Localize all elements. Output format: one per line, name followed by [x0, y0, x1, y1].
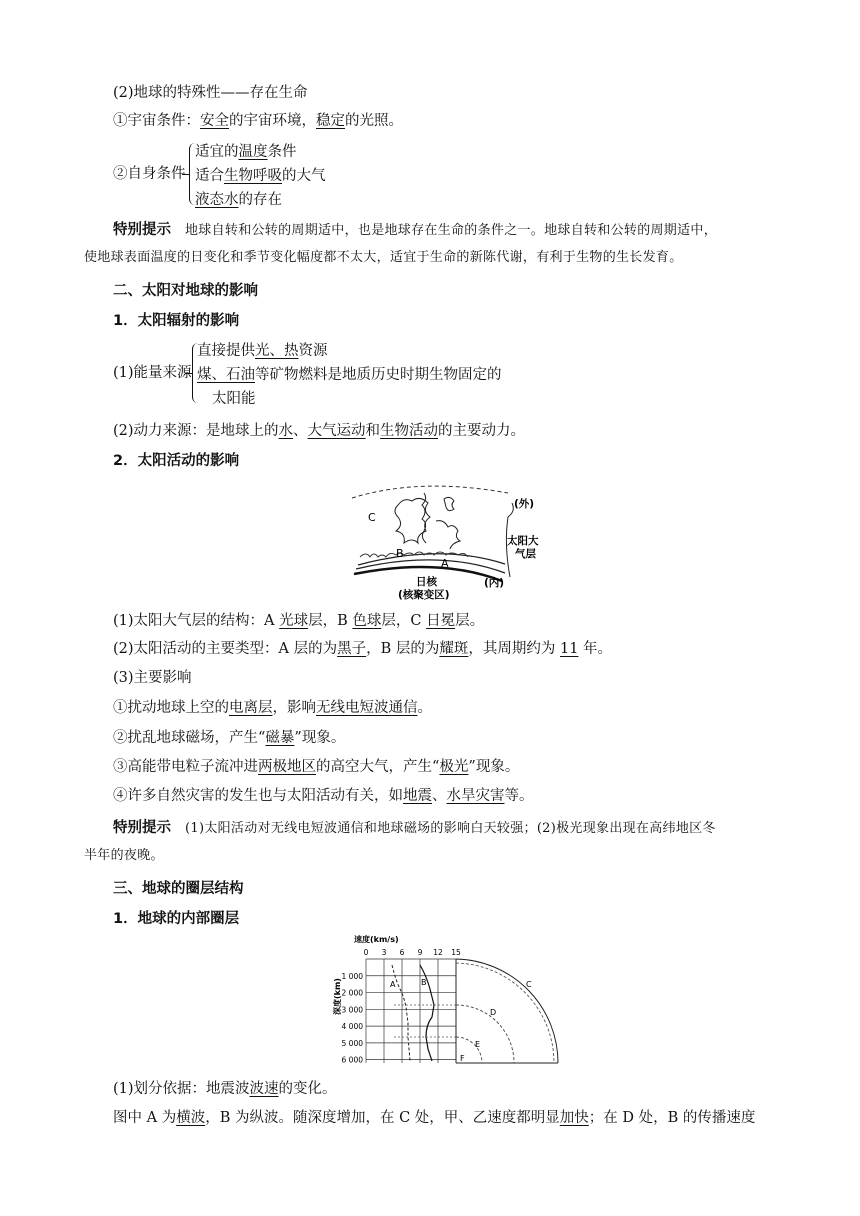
text: 年。 — [578, 641, 613, 657]
text: (2)动力来源：是地球上的 — [113, 423, 279, 439]
tip-text: (1)太阳活动对无线电短波通信和地球磁场的影响白天较强；(2)极光现象出现在高纬地区冬 — [185, 821, 716, 836]
answer: 横波 — [176, 1110, 206, 1126]
self-condition-label: ②自身条件 — [113, 166, 186, 182]
outer-boundary — [352, 486, 508, 498]
side-label-2: 气层 — [515, 548, 536, 560]
subsection-activity: 2．太阳活动的影响 — [113, 453, 240, 469]
text: 适宜的 — [195, 144, 239, 160]
text: 的存在 — [238, 192, 282, 208]
prominence — [436, 521, 460, 549]
speed-tick: 6 — [399, 948, 405, 957]
answer: 耀斑 — [439, 641, 469, 657]
depth-tick: 6 000 — [341, 1055, 363, 1065]
f-label: F — [460, 1054, 465, 1063]
energy-item-2 — [197, 365, 502, 385]
wave-b-label: B — [421, 978, 427, 987]
moho-boundary — [456, 963, 554, 1063]
text: ，B 层的为 — [366, 641, 440, 657]
tip-1-line-2: 使地球表面温度的日变化和季节变化幅度都不太大，适宜于生命的新陈代谢，有利于生物的生长发育。 — [84, 250, 683, 265]
answer: 色球 — [352, 613, 382, 629]
answer: 煤、石油 — [197, 367, 255, 383]
layer-b-label: B — [396, 547, 404, 560]
text: 的高空大气，产生“ — [316, 759, 440, 775]
depth-tick: 5 000 — [341, 1038, 363, 1048]
energy-item-1 — [197, 341, 328, 361]
text: 等。 — [504, 788, 534, 804]
outer-label: (外) — [514, 498, 535, 510]
speed-tick: 15 — [451, 948, 461, 957]
e-label: E — [475, 1040, 481, 1049]
depth-tick: 4 000 — [341, 1022, 363, 1032]
speed-axis-label: 速度(km/s) — [354, 935, 399, 944]
answer: 稳定 — [316, 113, 345, 129]
text: ①宇宙条件： — [113, 113, 200, 129]
text: ②扰乱地球磁场，产生“ — [113, 730, 266, 746]
text: 层。 — [455, 613, 485, 629]
self-condition-1 — [195, 142, 297, 162]
text: 、 — [432, 788, 447, 804]
core-label: 日核 — [416, 576, 437, 588]
answer: 安全 — [200, 113, 229, 129]
answer: 光球 — [279, 613, 309, 629]
text: ，其周期约为 — [468, 641, 560, 657]
answer: 磁暴 — [265, 730, 295, 746]
text: (1)划分依据：地震波 — [113, 1081, 250, 1097]
speed-tick: 0 — [363, 948, 369, 957]
text: 和 — [365, 423, 381, 439]
energy-item-3: 太阳能 — [212, 391, 256, 407]
text: 图中 A 为 — [113, 1110, 177, 1126]
activity-types — [113, 639, 612, 659]
text: 等矿物燃料是地质历史时期生物固定的 — [255, 367, 502, 383]
core-sublabel: (核聚变区) — [398, 589, 450, 601]
speed-tick: 9 — [417, 948, 423, 957]
text: 条件 — [267, 144, 297, 160]
answer: 液态水 — [195, 192, 239, 208]
prominence — [422, 493, 426, 543]
depth-tick: 1 000 — [341, 971, 363, 981]
text: 的光照。 — [345, 113, 403, 129]
text: 的变化。 — [278, 1081, 337, 1097]
wave-a-label: A — [390, 980, 396, 989]
depth-axis-label: 深度(km) — [333, 978, 342, 1015]
text: 直接提供 — [197, 343, 255, 359]
answer: 黑子 — [337, 641, 367, 657]
tip-label: 特别提示 — [113, 222, 171, 238]
c-label: C — [526, 980, 532, 989]
main-effects-heading: (3)主要影响 — [113, 670, 192, 686]
side-label-1: 太阳大 — [507, 535, 539, 547]
speed-tick: 12 — [433, 948, 443, 957]
text: (1)太阳大气层的结构：A — [113, 613, 280, 629]
answer: 光、热 — [255, 343, 299, 359]
tip-2-line-2: 半年的夜晚。 — [84, 848, 164, 863]
effect-1 — [113, 698, 432, 718]
layer-c-label: C — [368, 511, 376, 524]
section-title-layers: 三、地球的圈层结构 — [113, 881, 244, 897]
ticks — [342, 948, 461, 1065]
text: ”现象。 — [468, 759, 520, 775]
text: (2)太阳活动的主要类型：A 层的为 — [113, 641, 338, 657]
depth-tick: 2 000 — [341, 988, 363, 998]
text: 适合 — [195, 168, 224, 184]
subsection-internal: 1．地球的内部圈层 — [113, 911, 240, 927]
atmosphere-structure — [113, 611, 484, 631]
text: ”现象。 — [294, 730, 346, 746]
answer: 地震 — [403, 788, 432, 804]
power-source — [113, 421, 525, 441]
layer-a-label: A — [441, 557, 449, 570]
depth-tick: 3 000 — [341, 1005, 363, 1015]
text: 资源 — [298, 343, 328, 359]
answer: 加快 — [559, 1110, 589, 1126]
answer: 生物活动 — [380, 423, 439, 439]
answer: 大气运动 — [307, 423, 366, 439]
text: 层，C — [381, 613, 427, 629]
text: ；在 D 处，B 的传播速度 — [588, 1110, 756, 1126]
earth-surface — [456, 959, 558, 1063]
division-basis — [113, 1079, 337, 1099]
inner-label: (内) — [484, 577, 505, 589]
speed-tick: 3 — [381, 948, 387, 957]
text: ，影响 — [272, 700, 316, 716]
answer: 电离层 — [229, 700, 273, 716]
text: ①扰动地球上空的 — [113, 700, 229, 716]
energy-label: (1)能量来源 — [113, 365, 192, 381]
tip-1 — [113, 220, 717, 241]
answer: 无线电短波通信 — [316, 700, 418, 716]
prominence — [444, 497, 454, 510]
subsection-radiation: 1．太阳辐射的影响 — [113, 313, 240, 329]
tip-2 — [113, 818, 716, 839]
answer: 11 — [560, 641, 579, 657]
grid — [366, 959, 456, 1063]
tip-label: 特别提示 — [113, 820, 171, 836]
text: 的大气 — [282, 168, 326, 184]
answer: 极光 — [439, 759, 469, 775]
answer: 波速 — [249, 1081, 279, 1097]
text: 的宇宙环境， — [229, 113, 316, 129]
effect-3 — [113, 757, 519, 777]
answer: 水 — [278, 423, 294, 439]
gutenberg-boundary — [456, 1005, 514, 1063]
text: 。 — [417, 700, 432, 716]
text: ③高能带电粒子流冲进 — [113, 759, 258, 775]
self-condition-3 — [195, 190, 282, 210]
text: 的主要动力。 — [438, 423, 526, 439]
text: 、 — [293, 423, 308, 439]
sun-atmosphere-diagram — [340, 481, 580, 601]
prominence — [395, 498, 430, 543]
text: ④许多自然灾害的发生也与太阳活动有关，如 — [113, 788, 403, 804]
text: 层，B — [308, 613, 353, 629]
basis-explanation — [113, 1108, 755, 1128]
answer: 水旱灾害 — [446, 788, 505, 804]
self-condition-2 — [195, 166, 326, 186]
subheading-specialness: (2)地球的特殊性——存在生命 — [113, 85, 308, 101]
d-label: D — [490, 1008, 497, 1017]
effect-2 — [113, 728, 345, 748]
section-title-sun: 二、太阳对地球的影响 — [113, 283, 258, 299]
answer: 日冕 — [426, 613, 456, 629]
text: ，B 为纵波。随深度增加，在 C 处，甲、乙速度都明显 — [205, 1110, 560, 1126]
cosmic-condition — [113, 111, 403, 131]
tip-text: 地球自转和公转的周期适中，也是地球存在生命的条件之一。地球自转和公转的周期适中， — [185, 223, 718, 238]
answer: 生物呼吸 — [224, 168, 282, 184]
seismic-wave-diagram — [326, 933, 566, 1073]
effect-4 — [113, 786, 534, 806]
answer: 两极地区 — [258, 759, 316, 775]
answer: 温度 — [238, 144, 268, 160]
